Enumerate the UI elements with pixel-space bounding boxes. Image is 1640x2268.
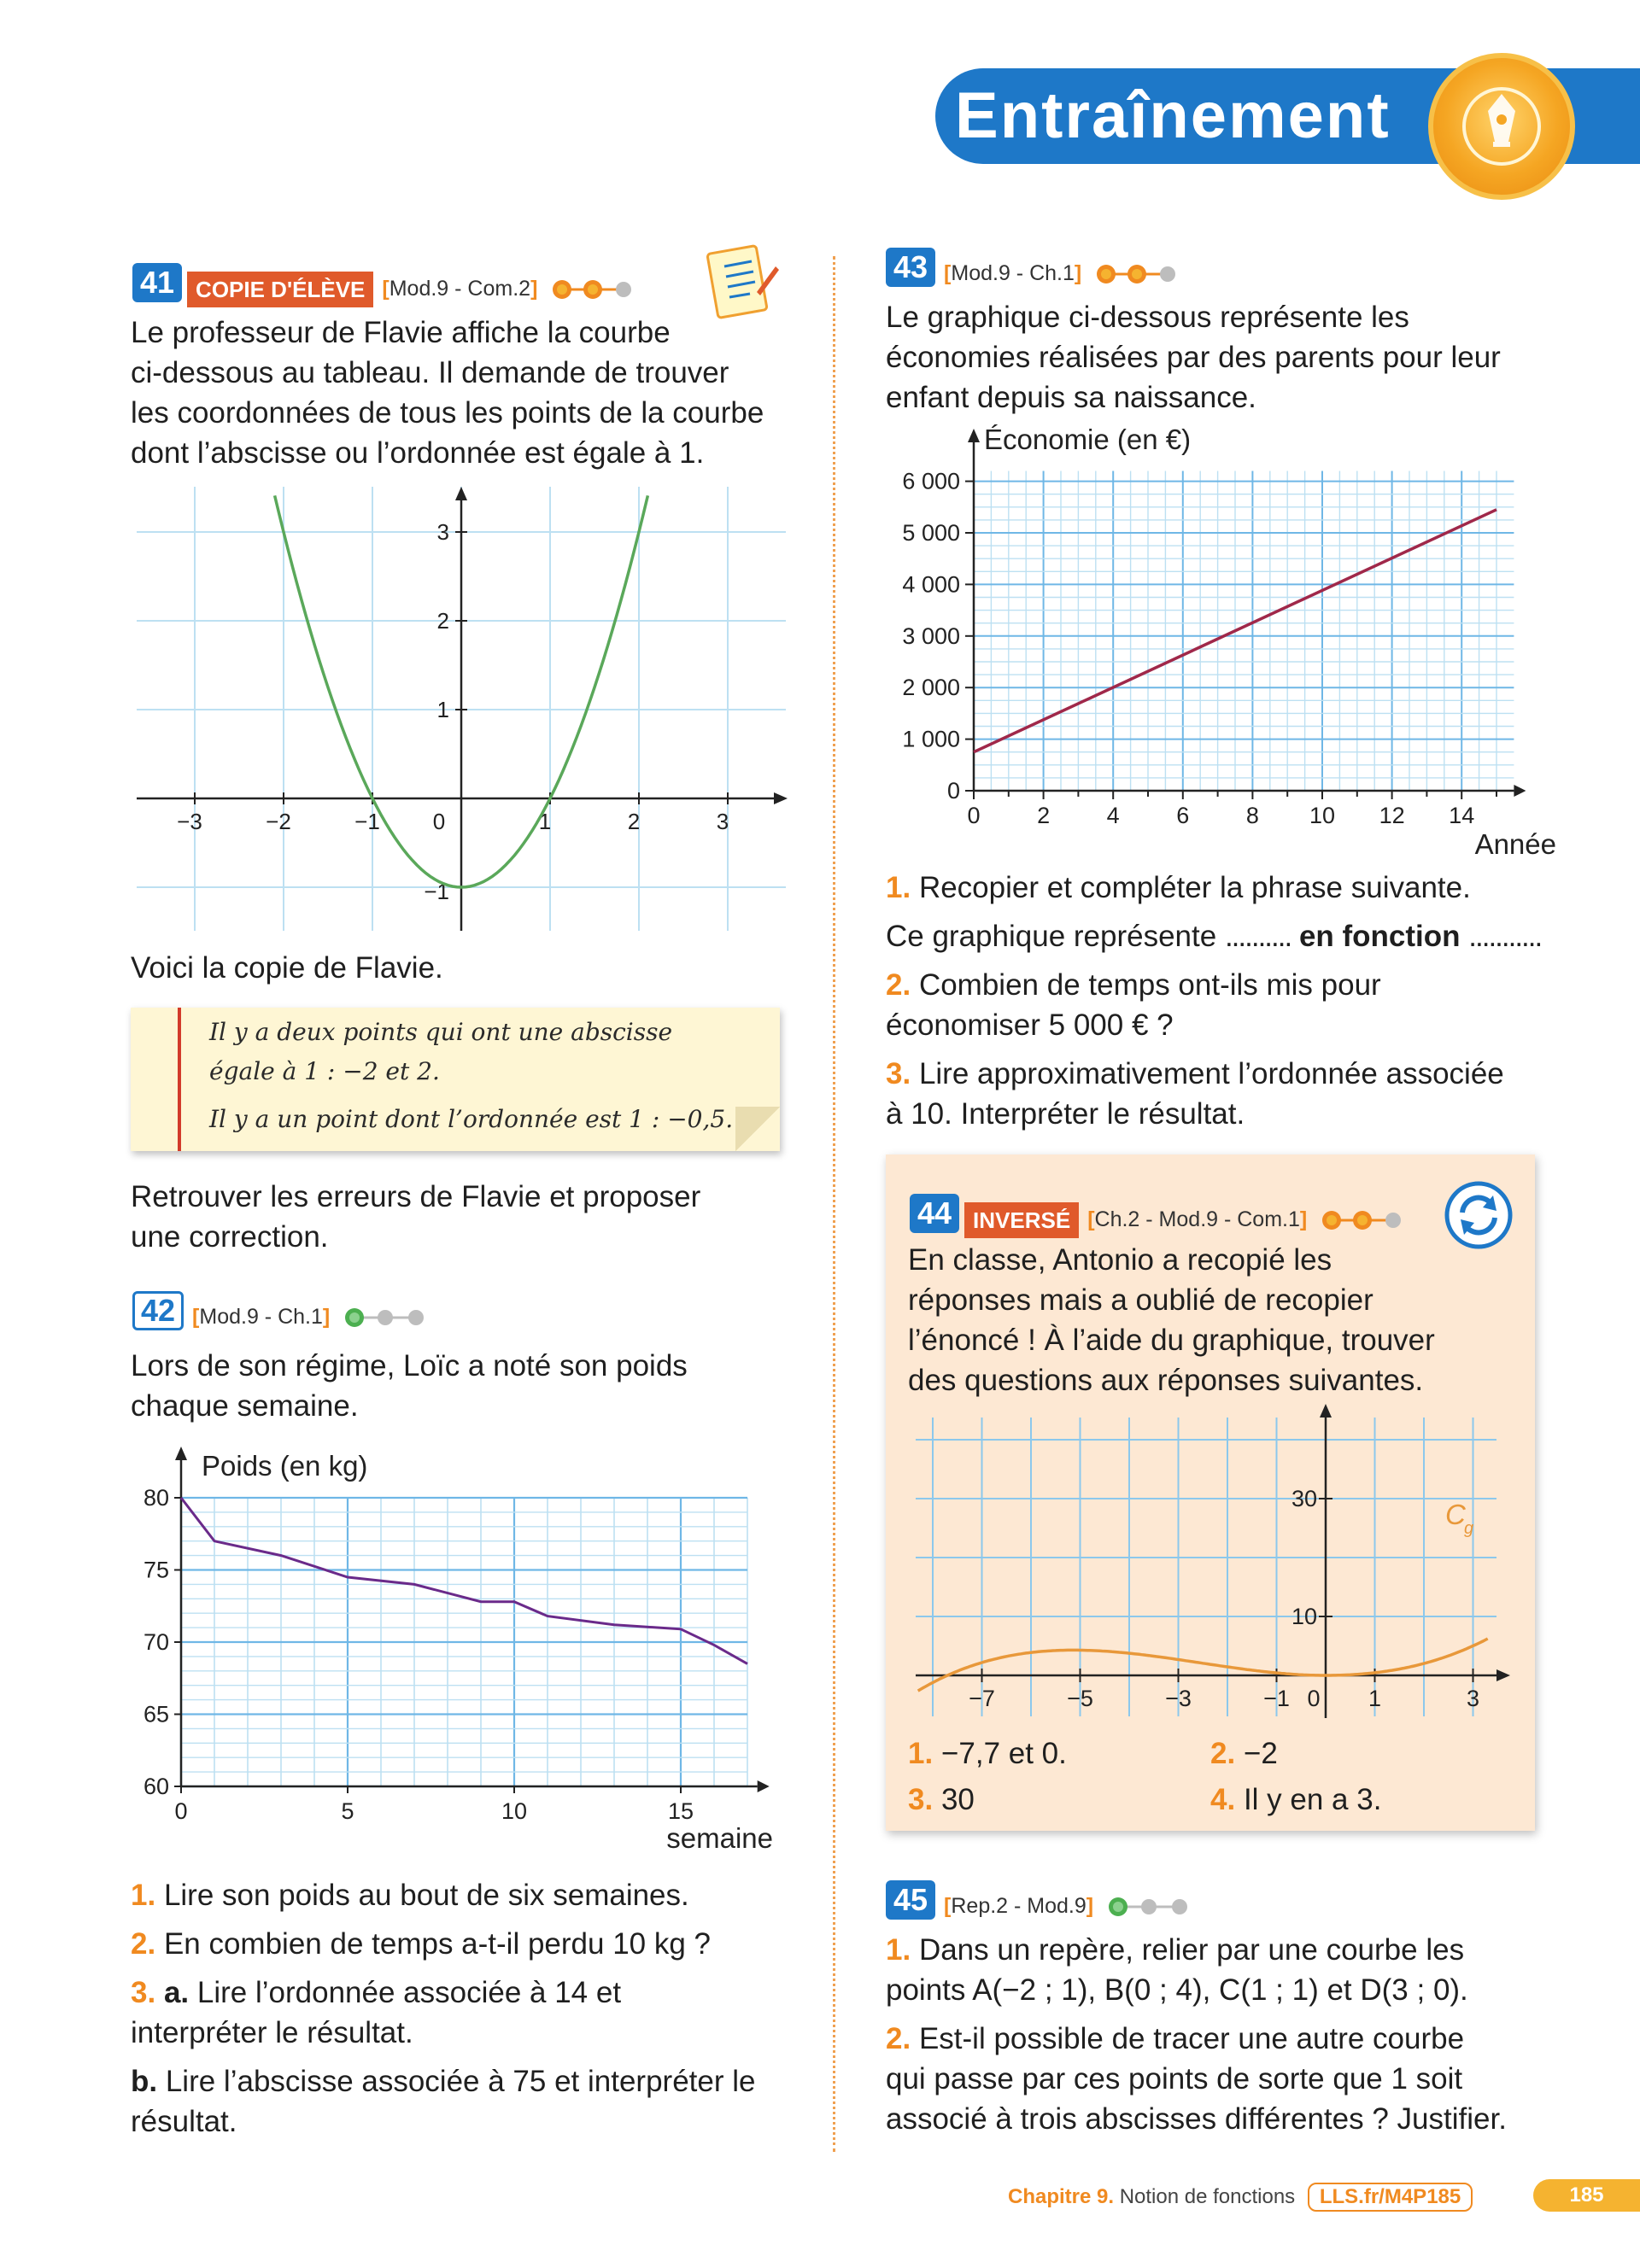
exercise-43-header: 43 [Mod.9 - Ch.1] [886,248,1180,287]
exercise-number: 43 [886,248,935,287]
x-axis-label: semaine [666,1822,773,1854]
difficulty-icon [343,1305,428,1330]
x-axis-arrow [1496,1669,1510,1681]
x-tick-label: −3 [177,809,202,834]
exercise-42-header: 42 [Mod.9 - Ch.1] [132,1291,428,1330]
question-3: 3. Lire approximativement l’ordonnée associée [886,1057,1504,1090]
exercise-tag: COPIE D'ÉLÈVE [187,272,373,307]
x-tick-label: 0 [1307,1686,1321,1711]
exercise-41-question: Retrouver les erreurs de Flavie et proposer une correction. [131,1180,701,1254]
difficulty-icon [550,277,636,302]
x-tick-label: 2 [627,809,641,834]
notebook-icon [706,241,779,319]
y-tick-label: 2 000 [902,675,960,701]
exercise-number: 45 [886,1880,935,1920]
x-tick-label: 10 [1309,803,1336,828]
footer [1008,2183,1473,2212]
exercise-44-text: En classe, Antonio a recopié les réponses mais a oublié de recopier l’énoncé ! À l’aide du graphique, trouver des questions aux réponses suivantes. [908,1243,1435,1397]
exercise-41-text: Le professeur de Flavie affiche la courbe ci-dessous au tableau. Il demande de trouver les coordonnées de tous les points de la courbe dont l’abscisse ou l’ordonnée est égale à 1. [131,316,764,470]
x-tick-label: 15 [667,1798,694,1824]
y-axis-arrow [968,429,980,442]
column-divider [833,256,835,2152]
student-copy [131,1008,780,1151]
x-tick-label: 0 [967,803,981,828]
exercise-42-questions: 1. Lire son poids au bout de six semaines. 2. En combien de temps a-t-il perdu 10 kg ? 3. a. Lire l’ordonnée associée à 14 et interpréter le résultat. b. Lire l’abscisse associée à 75 et interpréter le résultat. [131,1875,814,2142]
weight-chart [120,1435,794,1862]
footer-title: Notion de fonctions [1119,2185,1296,2208]
question-3b: b. Lire l’abscisse associée à 75 et interpréter le [131,2065,756,2098]
savings-chart [880,418,1563,862]
exercise-ref: Ch.2 - Mod.9 - Com.1 [1094,1207,1300,1232]
exercise-43-questions: 1. Recopier et compléter la phrase suivante. Ce graphique représente .......... en fonction ........... 2. Combien de temps ont-ils mis pour économiser 5 000 € ? 3. Lire approximativement l’ordonnée associée à 10. Interpréter le résultat. [886,868,1620,1134]
answer-2: 2. −2 [1210,1737,1278,1770]
weight-line [181,1498,747,1663]
y-tick-label: 0 [946,778,960,804]
exercise-44-header: 44 INVERSÉ [Ch.2 - Mod.9 - Com.1] [910,1194,1405,1238]
x-tick-label: 6 [1176,803,1190,828]
curve-label: C [1445,1499,1466,1530]
y-tick-label: 30 [1291,1486,1317,1511]
y-tick-label: 70 [143,1629,169,1655]
footer-link[interactable]: LLS.fr/M4P185 [1308,2183,1473,2212]
y-tick-label: 5 000 [902,520,960,546]
page-number: 185 [1533,2179,1640,2212]
y-tick-label: 1 000 [902,726,960,752]
x-tick-label: 0 [432,809,446,834]
y-tick-label: 80 [143,1485,169,1511]
x-tick-label: 1 [538,809,552,834]
y-axis-label: Poids (en kg) [202,1450,368,1482]
exercise-45-questions: 1. Dans un repère, relier par une courbe les points A(−2 ; 1), B(0 ; 4), C(1 ; 1) et D(3 ; 0). 2. Est-il possible de tracer une autre courbe qui passe par ces points de sorte que 1 soit associé à trois abscisses différentes ? Justifier. [886,1930,1620,2139]
exercise-45-header: 45 [Rep.2 - Mod.9] [886,1880,1192,1920]
y-tick-label: 3 [436,519,449,545]
y-axis-arrow [175,1447,187,1460]
x-tick-label: 4 [1106,803,1120,828]
x-tick-label: 3 [1466,1686,1480,1711]
x-tick-label: 2 [1037,803,1051,828]
medal-icon [1428,53,1575,200]
x-axis-arrow [758,1780,770,1792]
x-tick-label: −2 [266,809,291,834]
x-tick-label: −3 [1165,1686,1192,1711]
exercise-tag: INVERSÉ [964,1202,1079,1238]
y-tick-label: −1 [424,879,449,904]
y-tick-label: 10 [1291,1604,1317,1629]
question-1: 1. Recopier et compléter la phrase suivante. [886,871,1471,904]
exercise-ref: Mod.9 - Com.2 [389,277,531,301]
difficulty-icon [1320,1207,1405,1233]
y-tick-label: 4 000 [902,571,960,598]
x-axis-arrow [1514,785,1526,797]
fill-sentence: Ce graphique représente .......... en fonction ........... [886,920,1543,953]
y-tick-label: 60 [143,1774,169,1799]
exercise-43-text: Le graphique ci-dessous représente les économies réalisées par des parents pour leur enfant depuis sa naissance. [886,301,1501,414]
question-2: 2. Est-il possible de tracer une autre courbe [886,2022,1465,2055]
y-axis-arrow [455,487,467,500]
question-2: 2. Combien de temps ont-ils mis pour [886,968,1381,1002]
exercise-ref: Mod.9 - Ch.1 [951,261,1075,286]
answer-3: 3. 30 [908,1783,975,1816]
answer-1: 1. −7,7 et 0. [908,1737,1067,1770]
x-tick-label: 12 [1379,803,1405,828]
x-tick-label: −5 [1067,1686,1093,1711]
page-title: Entraînement [955,79,1391,152]
exercise-ref: Rep.2 - Mod.9 [951,1894,1086,1919]
exercise-42-text: Lors de son régime, Loïc a noté son poids chaque semaine. [131,1349,688,1423]
y-axis-label: Économie (en €) [984,424,1192,455]
x-tick-label: −1 [354,809,380,834]
x-tick-label: −1 [1263,1686,1290,1711]
y-tick-label: 3 000 [902,623,960,649]
copy-line-1: Il y a deux points qui ont une abscisse [209,1018,673,1046]
question-2: 2. En combien de temps a-t-il perdu 10 kg ? [131,1927,712,1961]
x-tick-label: 0 [174,1798,188,1824]
difficulty-icon [1094,261,1180,287]
curve-label-sub: g [1464,1519,1474,1538]
difficulty-icon [1106,1894,1192,1920]
parabola-chart [120,478,794,939]
x-tick-label: 10 [501,1798,528,1824]
question-1: 1. Lire son poids au bout de six semaines. [131,1879,689,1912]
copy-line-2: égale à 1 : −2 et 2. [209,1057,440,1085]
y-tick-label: 75 [143,1557,169,1583]
x-tick-label: −7 [969,1686,995,1711]
x-tick-label: 3 [716,809,729,834]
exercise-41-header: 41 COPIE D'ÉLÈVE [Mod.9 - Com.2] [132,263,636,307]
y-axis-arrow [1320,1404,1332,1418]
x-tick-label: 5 [341,1798,354,1824]
copy-intro: Voici la copie de Flavie. [131,951,443,985]
cubic-curve [918,1639,1488,1691]
answer-4: 4. Il y en a 3. [1210,1783,1382,1816]
y-tick-label: 65 [143,1701,169,1727]
exercise-number: 44 [910,1194,959,1233]
y-tick-label: 2 [436,608,449,634]
question-3a: 3. a. Lire l’ordonnée associée à 14 et [131,1976,622,2009]
exercise-number: 41 [132,263,182,302]
y-tick-label: 6 000 [902,468,960,494]
exercise-ref: Mod.9 - Ch.1 [199,1305,323,1330]
question-1: 1. Dans un repère, relier par une courbe les [886,1933,1465,1967]
footer-chapter: Chapitre 9. [1008,2185,1115,2208]
x-tick-label: 8 [1245,803,1259,828]
exercise-number: 42 [132,1291,184,1330]
copy-line-3: Il y a un point dont l’ordonnée est 1 : −0,5. [209,1105,734,1133]
x-tick-label: 14 [1449,803,1475,828]
y-tick-label: 1 [436,697,449,722]
cubic-chart [907,1400,1522,1725]
x-axis-label: Année [1474,828,1556,860]
x-axis-arrow [774,792,788,804]
x-tick-label: 1 [1368,1686,1382,1711]
